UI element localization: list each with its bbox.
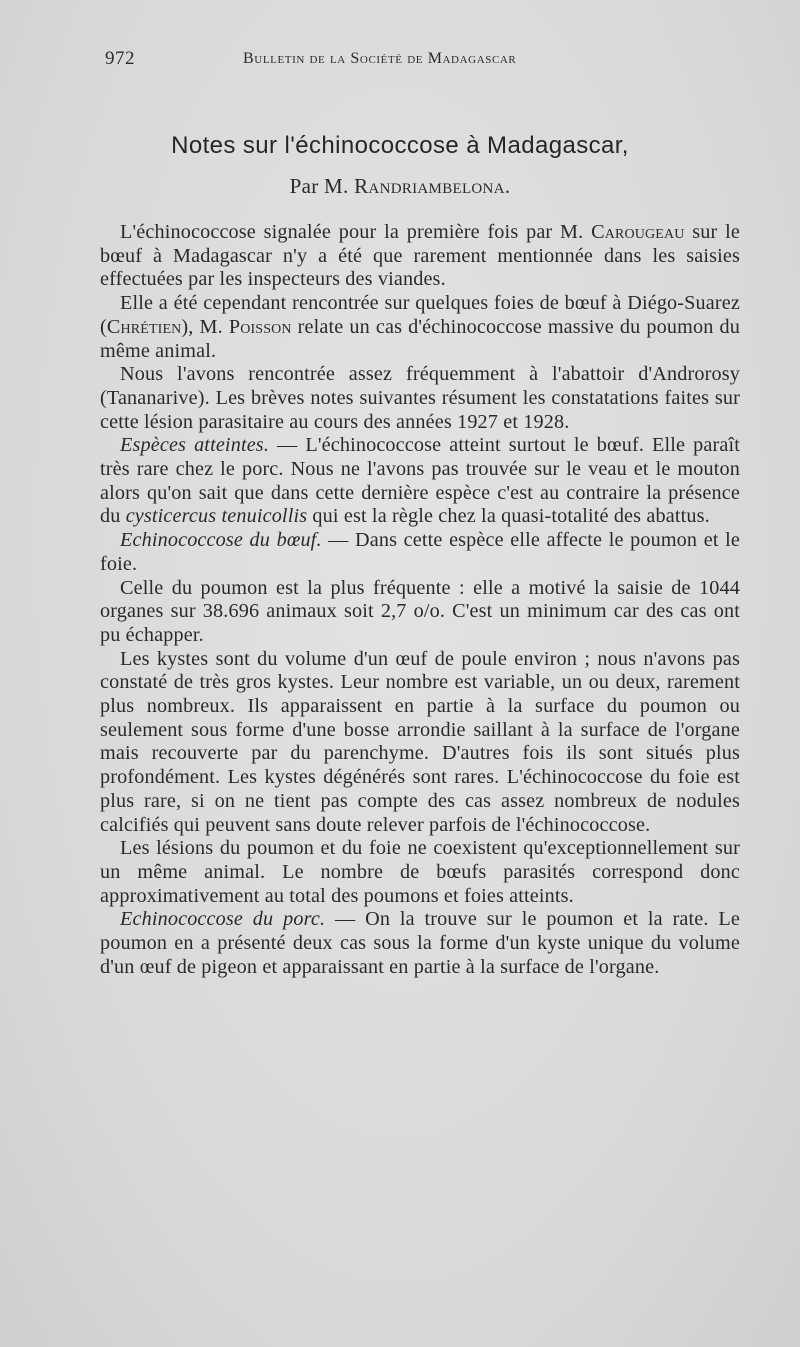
- p9-text-a: — On la trouve sur le poumon et la rate. Le poumon en a présenté deux cas sous la forme d'un kyste unique du volume d'un œuf de pigeon et apparaissant en partie à la surface de l'organe.: [100, 908, 740, 978]
- paragraph-1: [100, 221, 740, 292]
- article-byline: [0, 174, 800, 199]
- paragraph-9: [100, 908, 740, 979]
- p5-section-heading: Echinococcose du bœuf.: [120, 529, 322, 552]
- p1-author-name: Carougeau: [591, 221, 685, 243]
- p4-species-name: cysticercus tenuicollis: [125, 505, 308, 528]
- p2-text-a: Elle a été cependant rencontrée sur quelques foies de bœuf à Diégo-Suarez (: [100, 292, 740, 338]
- p1-text-a: L'échinococcose signalée pour la première fois par M.: [120, 221, 592, 243]
- paragraph-2: [100, 292, 740, 363]
- p4-text-b: qui est la règle chez la quasi-totalité des abattus.: [307, 505, 710, 528]
- p2-author-name-2: Poisson: [228, 315, 292, 338]
- article-title: Notes sur l'échinococcose à Madagascar,: [171, 132, 629, 159]
- paragraph-8: Les lésions du poumon et du foie ne coexistent qu'exceptionnellement sur un même animal. Le nombre de bœufs parasités correspond donc approximativement au total des poumons et foies atteints.: [100, 837, 740, 907]
- paragraph-4: [100, 434, 740, 529]
- article-body: [100, 221, 740, 980]
- p2-author-name-1: Chrétien: [106, 315, 182, 338]
- paragraph-6: Celle du poumon est la plus fréquente : elle a motivé la saisie de 1044 organes sur 38.696 animaux soit 2,7 o/o. C'est un minimum car des cas ont pu échapper.: [100, 576, 740, 646]
- p2-text-b: ), M.: [181, 315, 229, 338]
- p4-section-heading: Espèces atteintes.: [120, 434, 270, 457]
- p1-text-b: sur le bœuf à Madagascar n'y a été que rarement mentionnée dans les saisies effectuées par les inspecteurs des viandes.: [100, 221, 741, 291]
- page-header: [105, 48, 745, 78]
- byline-suffix: .: [504, 174, 511, 198]
- paragraph-5: [100, 529, 740, 576]
- byline-author: Randriambelona: [354, 174, 505, 198]
- running-head: Bulletin de la Société de Madagascar: [243, 50, 517, 67]
- p4-text-a: — L'échinococcose atteint surtout le bœuf. Elle paraît très rare chez le porc. Nous ne l'avons pas trouvée sur le veau et le mouton alors qu'on sait que dans cette dernière espèce c'est au contraire la présence du: [100, 434, 740, 528]
- paragraph-7: Les kystes sont du volume d'un œuf de poule environ ; nous n'avons pas constaté de très gros kystes. Leur nombre est variable, un ou deux, rarement plus nombreux. Ils apparaissent en partie à la surface du poumon ou seulement sous forme d'une bosse arrondie saillant à la surface de l'organe mais recouverte par du parenchyme. D'autres fois ils sont situés plus profondément. Les kystes dégénérés sont rares. L'échinococcose du foie est plus rare, si on ne tient pas compte des cas assez nombreux de nodules calcifiés qui peuvent sans doute relever parfois de l'échinococcose.: [100, 647, 740, 836]
- paragraph-3: Nous l'avons rencontrée assez fréquemment à l'abattoir d'Androrosy (Tananarive). Les brèves notes suivantes résument les constatations faites sur cette lésion parasitaire au cours des années 1927 et 1928.: [100, 363, 740, 433]
- byline-prefix: Par M.: [289, 174, 355, 198]
- p9-section-heading: Echinococcose du porc.: [120, 908, 326, 931]
- p2-text-c: relate un cas d'échinococcose massive du poumon du même animal.: [100, 315, 740, 362]
- page-number: 972: [105, 48, 135, 69]
- p5-text-a: — Dans cette espèce elle affecte le poumon et le foie.: [100, 529, 740, 575]
